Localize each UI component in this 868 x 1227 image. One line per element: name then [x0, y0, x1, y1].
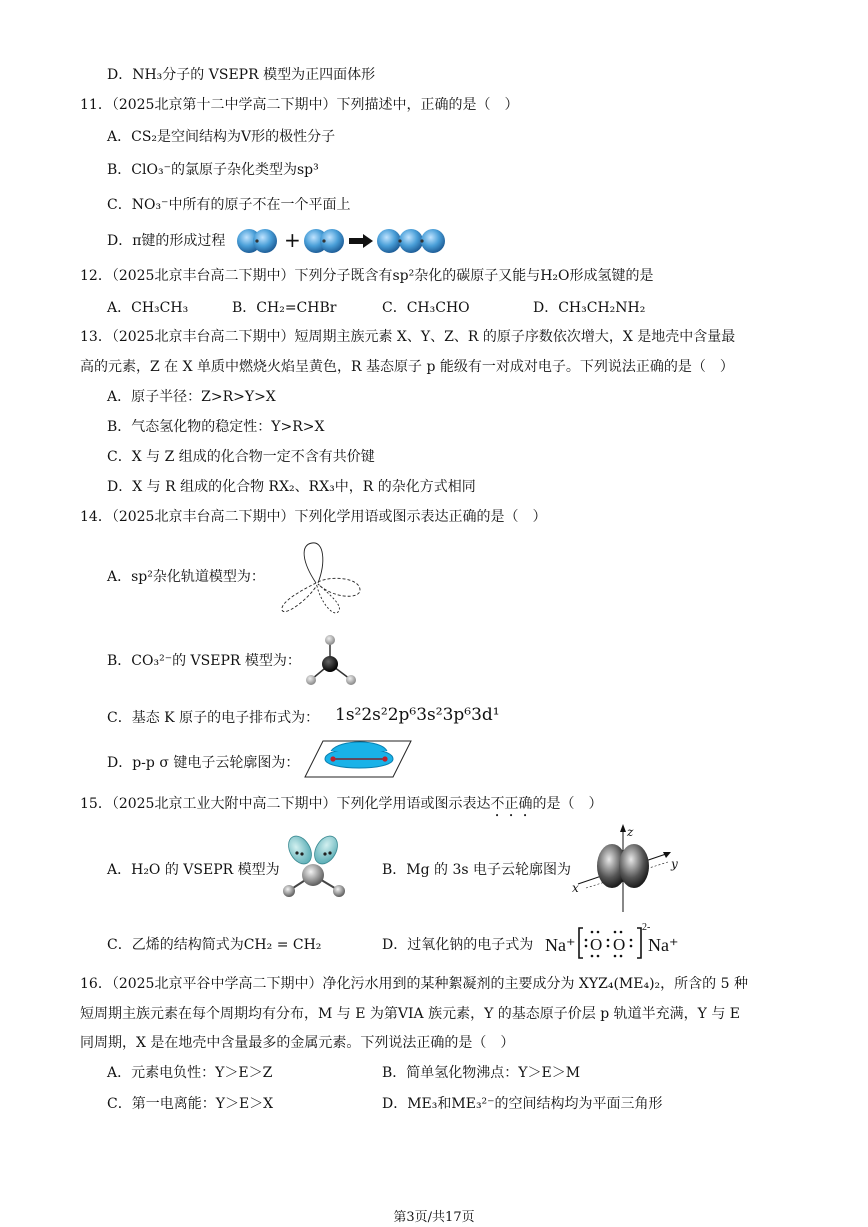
q13-option-a: A．原子半径：Z>R>Y>X [107, 389, 276, 405]
q14-option-d: D．p-p σ 键电子云轮廓图为： [107, 755, 300, 771]
q15-option-d: D．过氧化钠的电子式为 [382, 937, 534, 953]
q10-option-d: D．NH₃分子的 VSEPR 模型为正四面体形 [107, 67, 376, 83]
q12-stem: 12．（2025北京丰台高二下期中）下列分子既含有sp²杂化的碳原子又能与H₂O形成氢键的是 [80, 268, 654, 284]
q16-option-a: A．元素电负性：Y＞E＞Z [107, 1065, 273, 1081]
q16-option-c: C．第一电离能：Y＞E＞X [107, 1096, 274, 1112]
h2o-vsepr-model-figure [280, 830, 352, 905]
pi-bond-formation-diagram [236, 225, 460, 257]
axis-z-label: z [627, 825, 634, 839]
q15-stem-emphasis: 不正确 [490, 796, 533, 812]
svg-text:+: + [284, 228, 301, 252]
q15-stem [80, 794, 602, 820]
q12-option-d: D．CH₃CH₂NH₂ [533, 300, 646, 316]
p-p-sigma-bond-cloud-figure [303, 737, 413, 781]
q14-option-b: B．CO₃²⁻的 VSEPR 模型为： [107, 653, 301, 669]
q15-stem-pre: 15．（2025北京工业大附中高二下期中）下列化学用语或图示表达 [80, 796, 491, 812]
q13-option-d: D．X 与 R 组成的化合物 RX₂、RX₃中，R 的杂化方式相同 [107, 479, 476, 495]
q16-stem-line2: 短周期主族元素在每个周期均有分布，M 与 E 为第VIA 族元素，Y 的基态原子价层 p 轨道半充满，Y 与 E [80, 1006, 741, 1022]
peroxide-charge: 2- [642, 922, 651, 933]
q11-option-d: D．π键的形成过程 [107, 233, 226, 249]
mg-3s-cloud-figure [568, 822, 683, 914]
q16-stem-line1: 16．（2025北京平谷中学高二下期中）净化污水用到的某种絮凝剂的主要成分为 XYZ₄(ME₄)₂，所含的 5 种 [80, 976, 748, 992]
q11-stem: 11．（2025北京第十二中学高二下期中）下列描述中，正确的是（ ） [80, 97, 519, 113]
o-right-atom: O [613, 935, 626, 954]
q12-option-a: A．CH₃CH₃ [107, 300, 189, 316]
q11-option-b: B．ClO₃⁻的氯原子杂化类型为sp³ [107, 162, 319, 178]
q15-option-a: A．H₂O 的 VSEPR 模型为 [107, 862, 280, 878]
q13-option-c: C．X 与 Z 组成的化合物一定不含有共价键 [107, 449, 375, 465]
na-left-ion: Na⁺ [545, 935, 576, 955]
q14-stem: 14．（2025北京丰台高二下期中）下列化学用语或图示表达正确的是（ ） [80, 509, 547, 525]
q13-stem-line2: 高的元素，Z 在 X 单质中燃烧火焰呈黄色，R 基态原子 p 能级有一对成对电子。下列说法正确的是（ ） [80, 359, 734, 375]
q11-option-a: A．CS₂是空间结构为V形的极性分子 [107, 129, 336, 145]
na2o2-electron-formula [545, 918, 685, 966]
q13-stem-line1: 13．（2025北京丰台高二下期中）短周期主族元素 X、Y、Z、R 的原子序数依次增大，X 是地壳中含量最 [80, 329, 736, 345]
co3-vsepr-model-figure [300, 632, 362, 690]
q16-option-d: D．ME₃和ME₃²⁻的空间结构均为平面三角形 [382, 1096, 663, 1112]
q12-option-c: C．CH₃CHO [382, 300, 470, 316]
q14-option-a: A．sp²杂化轨道模型为： [107, 569, 265, 585]
sp2-orbital-model-figure [272, 540, 367, 620]
o-left-atom: O [590, 935, 603, 954]
axis-x-label: x [572, 881, 579, 895]
q16-option-b: B．简单氢化物沸点：Y＞E＞M [382, 1065, 581, 1081]
q15-option-b: B．Mg 的 3s 电子云轮廓图为 [382, 862, 572, 878]
q16-stem-line3: 同周期，X 是在地壳中含量最多的金属元素。下列说法正确的是（ ） [80, 1035, 515, 1051]
q15-stem-post: 的是（ ） [532, 796, 603, 812]
q12-option-b: B．CH₂=CHBr [232, 300, 337, 316]
q15-option-c: C．乙烯的结构简式为CH₂ = CH₂ [107, 937, 322, 953]
na-right-ion: Na⁺ [648, 935, 679, 955]
q14-option-c: C．基态 K 原子的电子排布式为： [107, 710, 320, 726]
q13-option-b: B．气态氢化物的稳定性：Y>R>X [107, 419, 325, 435]
page-number-footer: 第3页/共17页 [393, 1210, 475, 1225]
axis-y-label: y [671, 857, 678, 871]
k-electron-configuration: 1s²2s²2p⁶3s²3p⁶3d¹ [335, 705, 500, 725]
q11-option-c: C．NO₃⁻中所有的原子不在一个平面上 [107, 197, 351, 213]
